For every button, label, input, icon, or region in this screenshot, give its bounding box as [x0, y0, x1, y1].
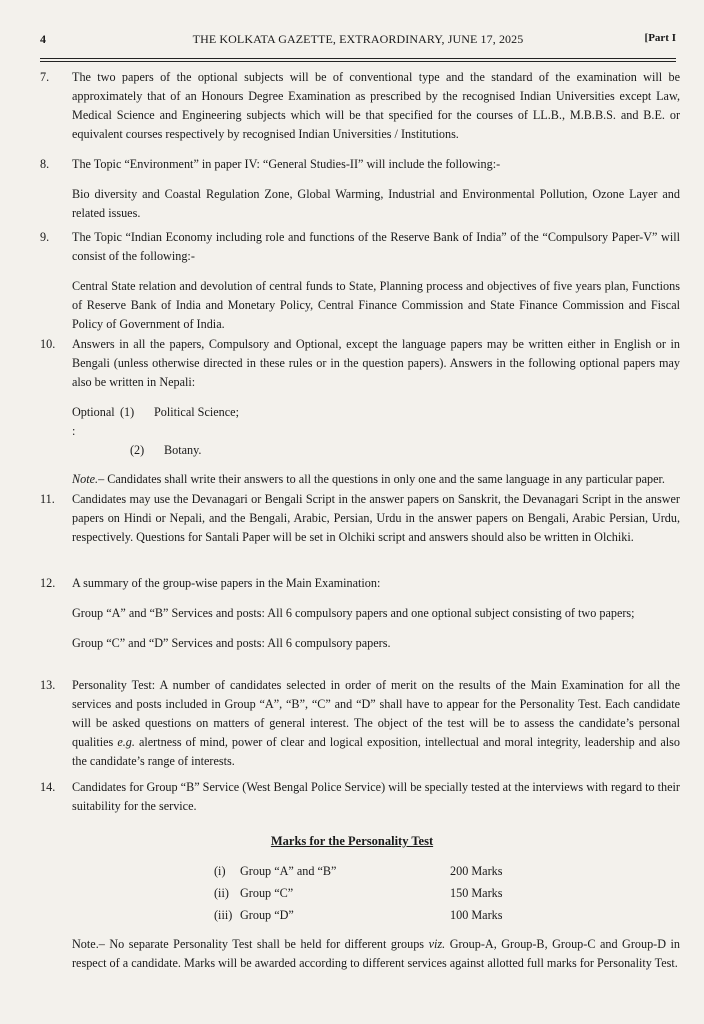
- marks-note: [40, 935, 680, 973]
- rule-item-10: [40, 335, 680, 489]
- gazette-title: THE KOLKATA GAZETTE, EXTRAORDINARY, JUNE 17, 2025: [192, 32, 524, 46]
- rule-item-13: [40, 676, 680, 771]
- optional-label: Optional :: [72, 405, 115, 438]
- marks-value: 100 Marks: [450, 907, 503, 922]
- group-name: Group “C”: [240, 885, 294, 900]
- item-text: Answers in all the papers, Compulsory and Optional, except the language papers may be written either in English or in Bengali (unless otherwise directed in these rules or in the question papers). Answers in the following optional papers may also be written in Nepali:: [72, 337, 680, 389]
- header-rule-bottom: [40, 61, 676, 62]
- marks-value: 200 Marks: [450, 863, 503, 878]
- page-header: [40, 32, 676, 50]
- marks-row: [214, 860, 534, 882]
- item-number: 14.: [40, 780, 56, 794]
- row-number: (iii): [214, 907, 233, 922]
- optional-subject: Botany.: [164, 443, 202, 457]
- item-number: 11.: [40, 492, 55, 506]
- item-text: Candidates may use the Devanagari or Bengali Script in the answer papers on Sanskrit, the Devanagari Script in the answer papers on Hindi or Nepali, and the Bengali, Arabic, Persian, Urdu in the answer papers on Bengali, Arabic Persian, Urdu, respectively. Questions for Santali Paper will be set in Olchiki script and answers should also be written in Olchiki.: [72, 492, 680, 544]
- item-text: The Topic “Indian Economy including role and functions of the Reserve Bank of India” of the “Compulsory Paper-V” will consist of the following:-: [72, 230, 680, 263]
- part-label: [Part I: [644, 32, 676, 44]
- marks-value: 150 Marks: [450, 885, 503, 900]
- item-note: [72, 470, 680, 489]
- rule-item-9: [40, 228, 680, 334]
- item-number: 13.: [40, 678, 56, 692]
- optional-subjects: [72, 403, 680, 460]
- optional-number: (1): [120, 405, 135, 419]
- item-number: 8.: [40, 157, 50, 171]
- item-text: The Topic “Environment” in paper IV: “General Studies-II” will include the following:-: [72, 157, 501, 171]
- marks-section-title: Marks for the Personality Test: [270, 834, 434, 848]
- item-number: 10.: [40, 337, 56, 351]
- note-label: Note.–: [72, 472, 105, 486]
- marks-table: [214, 860, 534, 926]
- rule-item-12: [40, 574, 680, 653]
- rule-item-11: [40, 490, 680, 547]
- marks-row: [214, 904, 534, 926]
- item-number: 7.: [40, 70, 50, 84]
- page-number: 4: [40, 32, 46, 46]
- group-name: Group “A” and “B”: [240, 863, 337, 878]
- item-text: Group “C” and “D” Services and posts: All 6 compulsory papers.: [72, 636, 391, 650]
- row-number: (ii): [214, 885, 229, 900]
- marks-row: [214, 882, 534, 904]
- rule-item-7: [40, 68, 680, 144]
- group-name: Group “D”: [240, 907, 294, 922]
- item-text: The two papers of the optional subjects will be of conventional type and the standard of the examination will be approximately that of an Honours Degree Examination as prescribed by the recognised Indian Universities except Law, Medical Science and Engineering subjects which will be that specified for the courses of LL.B., M.B.B.S. and B.E. or equivalent courses respectively by recognised Indian Universities / Institutions.: [72, 70, 680, 141]
- item-text: Central State relation and devolution of central funds to State, Planning process and objectives of five years plan, Functions of Reserve Bank of India and Monetary Policy, Central Finance Commission and State Finance Commission and Fiscal Policy of Government of India.: [72, 279, 680, 331]
- item-number: 12.: [40, 576, 56, 590]
- item-text: Personality Test: A number of candidates selected in order of merit on the results of the Main Examination for all the services and posts included in Group “A”, “B”, “C” and “D” shall have to appear for the Personality Test. Each candidate will be asked questions on matters of general interest. The object of the test will be to assess the candidate’s personal qualities e.g. alertness of mind, power of clear and logical exposition, intellectual and moral integrity, leadership and also the candidate’s range of interests.: [72, 678, 681, 768]
- item-number: 9.: [40, 230, 50, 244]
- item-text: Candidates for Group “B” Service (West Bengal Police Service) will be specially tested at the interviews with regard to their suitability for the service.: [72, 780, 680, 813]
- note-text: Note.– No separate Personality Test shall be held for different groups viz. Group-A, Group-B, Group-C and Group-D in respect of a candidate. Marks will be awarded according to different services against allotted full marks for Personality Test.: [72, 937, 681, 970]
- optional-subject: Political Science;: [154, 405, 239, 419]
- header-rule-top: [40, 58, 676, 59]
- item-text: Group “A” and “B” Services and posts: All 6 compulsory papers and one optional subject consisting of two papers;: [72, 606, 635, 620]
- rule-item-8: [40, 155, 680, 223]
- note-text: Candidates shall write their answers to all the questions in only one and the same language in any particular paper.: [107, 472, 665, 486]
- row-number: (i): [214, 863, 226, 878]
- rule-item-14: [40, 778, 680, 816]
- item-text: A summary of the group-wise papers in the Main Examination:: [72, 576, 381, 590]
- item-text: Bio diversity and Coastal Regulation Zone, Global Warming, Industrial and Environmental Pollution, Ozone Layer and related issues.: [72, 187, 680, 220]
- note-label: Note.–: [72, 937, 105, 951]
- optional-number: (2): [130, 443, 145, 457]
